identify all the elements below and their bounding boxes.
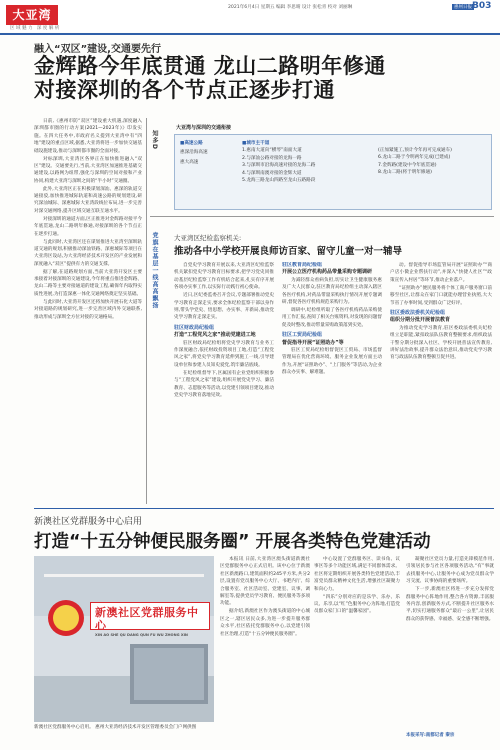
routes-col-status [378,147,488,177]
routes-status-item: 6.龙山二路于今明两年完成(已建成) [378,155,451,161]
service-headline: 打造“十五分钟便民服务圈” 开展各类特色党建活动 [34,532,431,552]
party-subsection-unit: 驻区财政局纪检组 [174,324,215,331]
lead-body [34,118,142,498]
photo-sign-board [90,602,210,637]
party-kicker: 大亚湾区纪检监察机关: [174,234,242,242]
service-col3 [406,556,494,728]
routes-side-label: 知多D [151,130,158,150]
party-paragraph: “证照助办”便民服务将个体工商户服务窗口前移至社区,让群众在家门口就能办理营业执照,大大节省了办事时间,受到群众广泛好评。 [390,285,492,306]
routes-highway-item: 惠深沿海高速 [180,150,208,156]
lead-paragraph: 据了解,在道路规划方面,当前大亚湾开发区主要承接着对接深圳的交通建设,今年将重点推进金辉路、龙山二路等主要对接通道的建设工程,确保年内取得实质性进展,为打造深惠一体化交通网络奠定坚实基础。 [34,269,142,297]
section-divider [150,216,494,217]
party-subsection-title: 打造“工程党风之家”推动党建进工地 [174,332,256,339]
service-kicker: 新澳社区党群服务中心启用 [34,517,143,527]
party-col1 [174,262,274,498]
lead-headline-line1: 金辉路今年底贯通 龙山二路明年修通 [34,54,386,78]
routes-arterial-item: 4.与深圳南澳对接的金辉大道 [242,170,302,176]
party-headline: 推动各中小学校开展良师访百家、留守儿童一对一辅导 [174,246,403,257]
service-paragraph: “四乐”分别对应的是乐学、乐办、乐议、乐享,以“红”色服务中心为阵地,打造党员群众家门口的“温馨家园”。 [314,594,400,615]
routes-status-item: 7.金辉路(建设中今年底贯通) [378,162,437,168]
party-paragraph: 调研中,纪检组听取了各医疗机构药品采购使用工作汇报,查阅了相关台账资料,对发现的问题督促及时整改,推动带量采购政策落到实处。 [282,307,382,328]
masthead-rule [0,33,500,35]
party-side-label: 党旗在基层一线高高飘扬 [151,232,158,309]
service-paragraph: 据介绍,新澳社区作为澳头街道的中心城区之一,辖区居民众多,为进一步提升服务群众水平,社区依托党群服务中心,以党建引领社区治理,打造“十五分钟便民服务圈”。 [220,609,310,637]
page-category: 惠州日报 [454,5,472,10]
party-paragraph: 动。督促指导市场监管局开展“证照助办”“商户店小微企业帮扶行动”,并深入“快捷人社区”“政策宣传入村居”等环节,推动企业落户。 [390,263,492,283]
lead-paragraph: 对接深圳的通道方面,区正推进对金辉路对接平今年底贯通,龙山二路明年修通,对接深圳的各个节点正在逐步打通。 [34,216,142,237]
routes-status-item: (正加紧施工,预计今年再可完成通车) [378,148,452,153]
party-col2 [282,262,382,498]
party-paragraph: 为推动党史学习教育,驻区委政法委机关纪检组立足职能,紧扣政法队伍教育整顿要求,组织政法干警分期分批深入社区、学校开展普法宣传教育,讲好法治故事,提升群众法治意识,推动党史学习教育与政法队伍教育整顿互促共进。 [390,325,492,361]
lead-paragraph: 对标深圳,大亚湾区各界正在加快推进融入“双区”建设。交通要先行,当前,大亚湾区加速推进基础交通建设,以路网为纽带,强化与深圳的空间对接和产业协同,构建大亚湾与深圳之间的“半小时”交通圈。 [34,156,142,184]
page-number: B03 [472,1,492,11]
lead-paragraph: 此外,大亚湾区正在积极谋划深汕、惠深的轨道交通接驳,加快推进城际轨道和高速公路的规划建设,研究深汕城际、深惠城际大亚湾段线位布局,进一步完善对深交通网络,提升区域交通互联互通水平。 [34,186,142,214]
party-subsection-title: 组织分期分批开展普法教育 [390,317,451,324]
routes-status-item: 8.龙山二路(将于明年修通) [378,170,432,176]
party-paragraph: 近日,区纪委监委召开会议,专题部署推动党史学习教育走深走实,要求全体纪检监察干部以身作则,带头学党史、悟思想、办实事、开新局,推动党史学习教育走深走实。 [174,293,274,321]
section-logo: 大亚湾 [6,5,58,25]
photo-sign-pinyin: XIN AO SHE QU DANG QUN FU WU ZHONG XIN [95,633,188,637]
service-paragraph: 下一步,新澳社区将进一步充分发挥党群服务中心阵地作用,整合各方资源,丰富服务内容,创新服务方式,不断提升社区服务水平,切实打通服务群众“最后一公里”,让居民群众的获得感、幸福感、安全感不断增强。 [406,587,494,622]
routes-arterial-item: 2.与深汕公路对接的龙海一路 [242,155,302,161]
section-divider [34,508,494,509]
service-col2 [314,556,400,736]
column-divider [146,118,147,504]
routes-arterial-item: 1.惠南大道向“横琴”南面大道 [242,148,302,154]
lead-headline-line2: 对接深圳的各个节点正逐步打通 [34,78,335,102]
lead-paragraph: 与此同时,大亚湾区还在谋划推进大亚湾至深圳轨道交通的规划,积极推动深汕铁路、深惠城际等项目在大亚湾区设站,为大亚湾经济技术开发区的产业发展和深度融入“双区”提供有力的交通支撑。 [34,239,142,267]
party-subsection-unit: 驻区工贸局纪检组 [282,332,323,339]
date-line: 2021年6月4日 星期五 编辑 李思晴 设计 张松青 校对 刘丽琳 [228,5,353,10]
routes-col-highways [180,140,238,166]
routes-col-arterials [242,140,372,184]
party-subsection-title: 开展公立医疗机构药品带量采购专题调研 [282,269,373,276]
section-logo-subtitle: 区域魅力 深度解析 [10,26,61,31]
party-subsection-unit: 驻区教育局纪检组 [282,262,323,268]
service-photo-caption: 新澳社区党群服务中心启用。 惠州大亚湾经济技术开发区管理委员会门户网供图 [34,725,197,730]
photo-building-illustration [34,556,214,722]
party-paragraph: 驻区财政局纪检组将党史学习教育与业务工作深度融合,依托财政投资项目工地,打造“工程党风之家”,将党史学习教育延伸到施工一线,引导建设单位和参建人员知史爱党,筑牢廉洁底线。 [174,340,274,368]
service-paragraph: 凝聚社区党员力量,打造先锋模范作用,引领居民参与社区各项服务活动,“有”事就去找服务中心,让服务中心成为党员群众学习交流、议事协商的重要场所。 [406,557,494,585]
party-paragraph: 在纪检组督导下,区属国有企业党组织积极参与“工程党风之家”建设,组织开展党史学习、廉洁教育、志愿服务等活动,以党建引领项目建设,推动党史学习教育落地见效。 [174,370,274,398]
party-paragraph: 驻区工贸局纪检组督促区工贸局、市场监督管理局在优化营商环境、服务企业发展方面主动作为,开展“证照助办”、“上门服务”等活动,为企业群众办实事、解难题。 [282,347,382,376]
service-paragraph: 中心设置了党群服务区、读书角、议事区等多个功能区域,满足不同群体需求。社区将定期组织开展各类特色党建活动,丰富党员群众精神文化生活,增强社区凝聚力和向心力。 [314,557,400,592]
routes-arterial-item: 3.与深圳市沿海高速对接的龙海二路 [242,163,316,169]
service-paragraph: 本报讯 日前,大亚湾区澳头街道新澳社区党群服务中心正式启用。该中心位于新澳社区新澳路口,建筑面积约245平方米,共分2层,设置有党员服务中心大厅、书吧内厅、综合服务室、社区活动室、党建室、议事、调解室等,提供党员学习教育、便民服务等多项功能。 [220,557,310,607]
service-byline: 本报采写:南都记者 秦宗 [406,733,455,738]
service-center-photo [34,556,214,722]
routes-arterial-item: 5.龙海三路龙山四路至龙山五路路段 [242,178,316,184]
routes-highway-item: 惠大高速 [180,159,199,165]
party-paragraph: 自党史学习教育开展以来,大亚湾区纪检监察机关紧扣党史学习教育目标要求,把学习党史同推动基层纪检监察工作有机结合起来,扎实有序开展各项办实事工作,以实际行动践行初心使命。 [174,263,274,291]
party-col3 [390,262,492,498]
party-subsection-title: 督促指导开展“证照助办”等 [282,339,344,346]
party-paragraph: 为减轻群众看病负担,切实让卫生健康服务惠及广大人民群众,驻区教育局纪检组主动深入辖区各医疗机构,对药品带量采购执行情况开展专题调研,督促各医疗机构规范采购行为。 [282,277,382,306]
routes-box-title: 大亚湾与深圳的交通衔接 [176,125,232,131]
lead-kicker: 融入“双区”建设,交通要先行 [34,44,161,55]
photo-sign-text: 新澳社区党群服务中心 [95,606,199,632]
routes-arterial-heading: ■城市主干道 [242,141,270,146]
service-col1 [220,556,310,736]
routes-highway-heading: ■高速公路 [180,141,203,146]
party-subsection-unit: 驻区委政法委机关纪检组 [390,309,446,316]
lead-paragraph: 与此同时,大亚湾开发区还将加快开展石化大道等对接道路的规划研究,进一步完善区域内外交通联系,推动形成与深圳全方位对接的交通格局。 [34,299,142,320]
lead-paragraph: 日前,《惠州市防“双区”建设重大机遇,深度融入深圳都市圈的行动方案(2021—2023年)》印发实施。在四大任务中,市政府名义提到大亚湾中有“四地”建设的重点区域,据悉,大亚湾将进一步加快交通基础设施建设,推动与深圳都市圈的全面对接。 [34,119,142,154]
